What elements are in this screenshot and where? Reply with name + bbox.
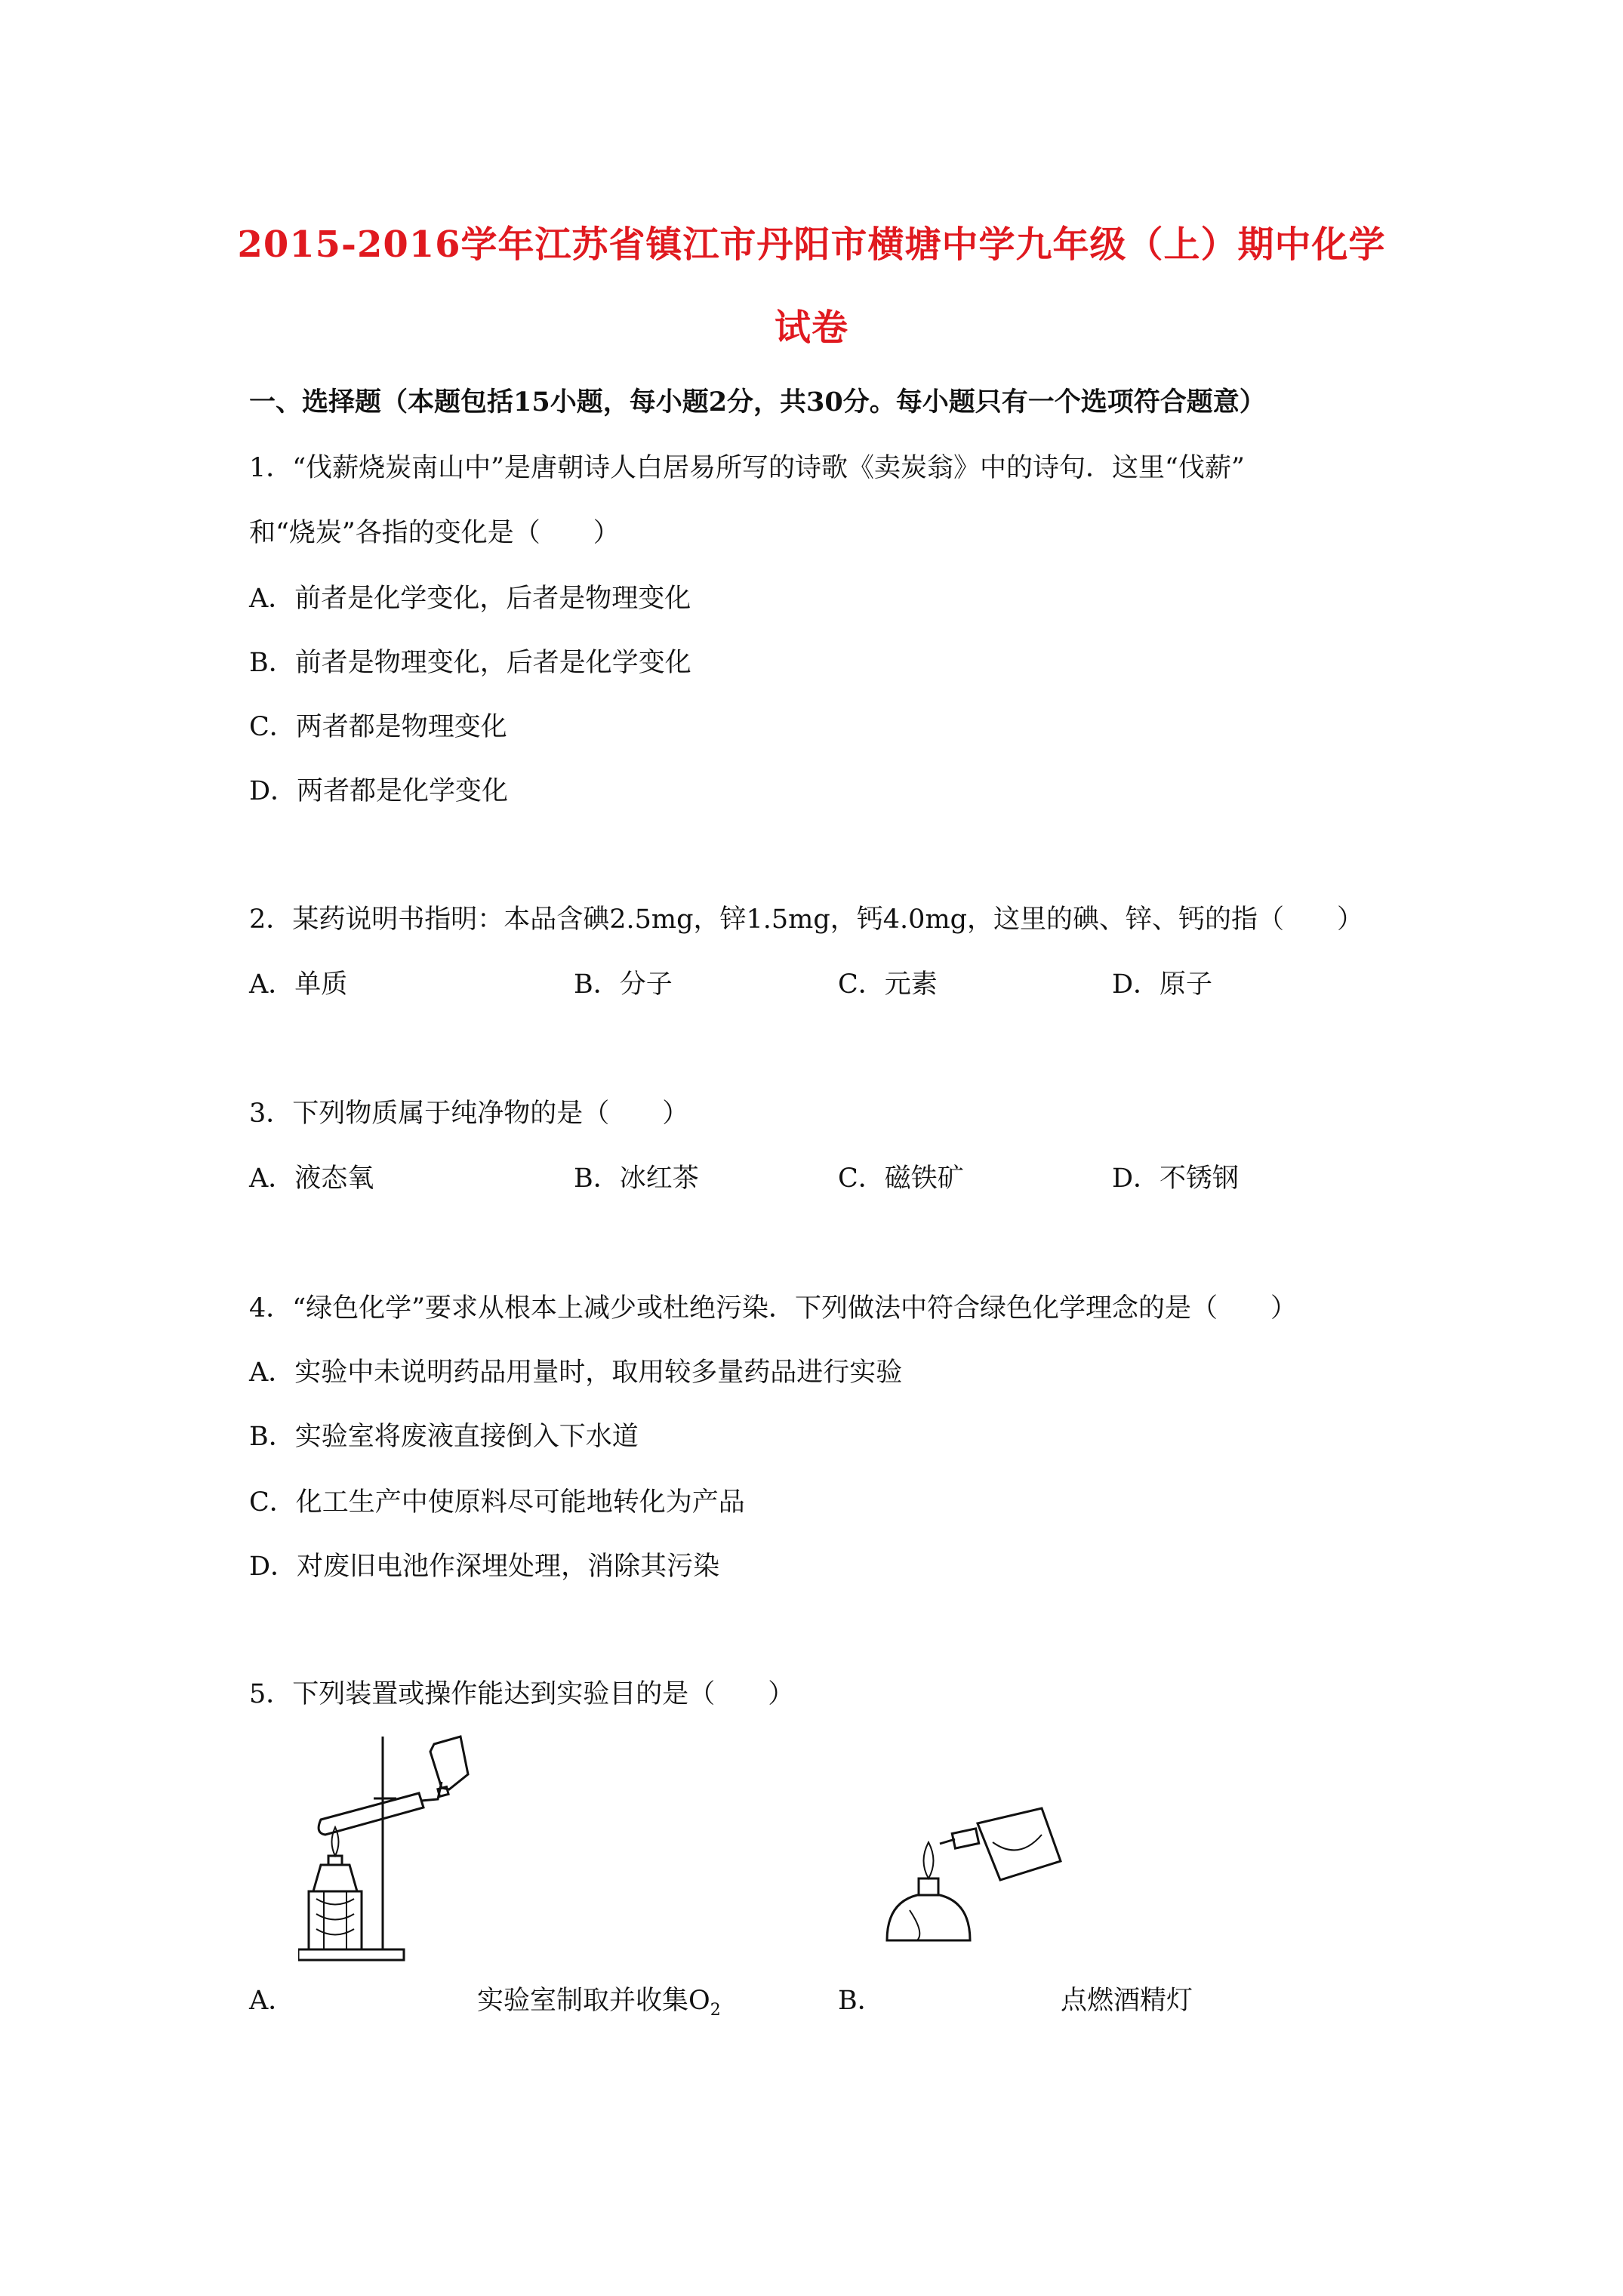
q4-option-b: B．实验室将废液直接倒入下水道 bbox=[249, 1422, 639, 1452]
alcohol-lamp-figure bbox=[879, 1789, 1064, 1963]
q5-option-a-letter: A． bbox=[249, 1986, 295, 2016]
q4-option-d: D．对废旧电池作深埋处理，消除其污染 bbox=[249, 1552, 720, 1582]
q5-option-a-text: 实验室制取并收集$O_2$ bbox=[477, 1986, 721, 2020]
q2-option-c: C．元素 bbox=[838, 969, 938, 1000]
page-title-line2: 试卷 bbox=[774, 307, 848, 349]
q1-option-a: A．前者是化学变化，后者是物理变化 bbox=[249, 584, 691, 614]
page-title-line1: 2015-2016学年江苏省镇江市丹阳市横塘中学九年级（上）期中化学 bbox=[237, 223, 1386, 266]
q3-option-c: C．磁铁矿 bbox=[838, 1163, 964, 1194]
q4-option-c: C．化工生产中使原料尽可能地转化为产品 bbox=[249, 1487, 745, 1518]
q4-stem: 4．“绿色化学”要求从根本上减少或杜绝污染．下列做法中符合绿色化学理念的是（ ） bbox=[249, 1293, 1298, 1324]
q2-stem: 2．某药说明书指明：本品含碘2.5mg，锌1.5mg，钙4.0mg，这里的碘、锌、钙的指（ ） bbox=[249, 905, 1364, 935]
q2-option-b: B．分子 bbox=[574, 969, 673, 1000]
oxygen-apparatus-figure bbox=[298, 1729, 472, 1971]
q1-option-d: D．两者都是化学变化 bbox=[249, 776, 509, 806]
q1-stem-line1: 1．“伐薪烧炭南山中”是唐朝诗人白居易所写的诗歌《卖炭翁》中的诗句．这里“伐薪” bbox=[249, 453, 1245, 483]
section-heading: 一、选择题（本题包括15小题，每小题2分，共30分。每小题只有一个选项符合题意） bbox=[249, 387, 1266, 418]
q3-stem: 3．下列物质属于纯净物的是（ ） bbox=[249, 1099, 689, 1129]
q5-stem: 5．下列装置或操作能达到实验目的是（ ） bbox=[249, 1679, 795, 1709]
q3-option-a: A．液态氧 bbox=[249, 1163, 374, 1194]
q5-option-b-letter: B． bbox=[838, 1986, 884, 2016]
q1-option-c: C．两者都是物理变化 bbox=[249, 712, 507, 742]
q3-option-b: B．冰红茶 bbox=[574, 1163, 699, 1194]
q3-option-d: D．不锈钢 bbox=[1112, 1163, 1240, 1194]
q2-option-d: D．原子 bbox=[1112, 969, 1213, 1000]
q1-stem-line2: 和“烧炭”各指的变化是（ ） bbox=[249, 518, 620, 548]
q4-option-a: A．实验中未说明药品用量时，取用较多量药品进行实验 bbox=[249, 1358, 903, 1388]
q2-option-a: A．单质 bbox=[249, 969, 348, 1000]
q5-option-b-text: 点燃酒精灯 bbox=[1061, 1986, 1193, 2016]
q1-option-b: B．前者是物理变化，后者是化学变化 bbox=[249, 648, 691, 678]
